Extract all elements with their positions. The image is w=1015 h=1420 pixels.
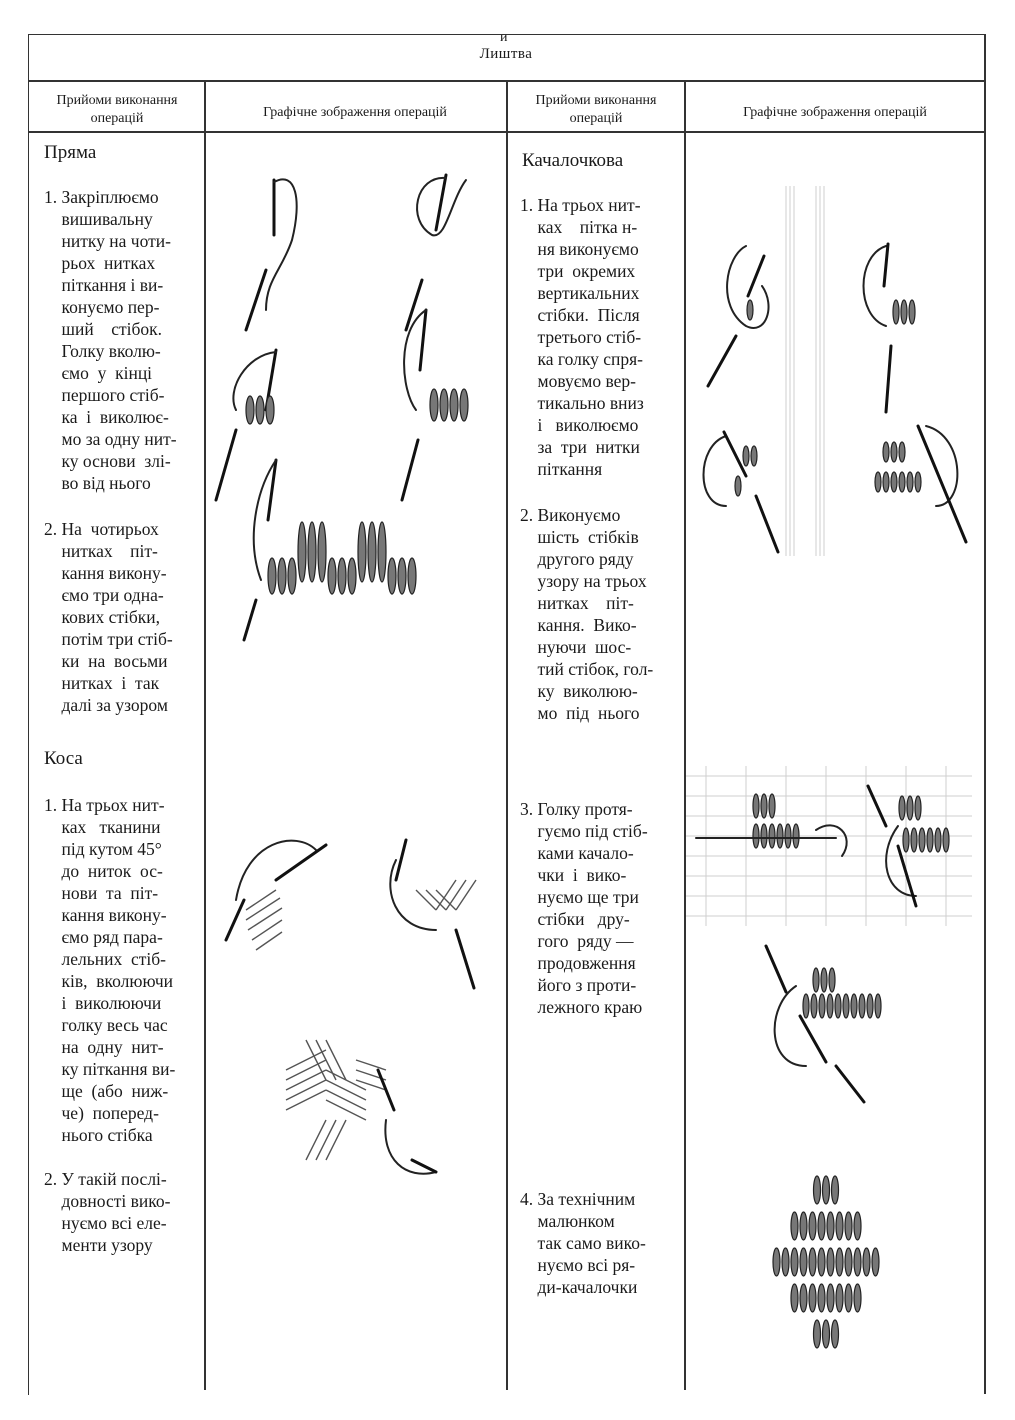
stitch (854, 1284, 861, 1312)
section-title-pryama: Пряма (44, 142, 97, 163)
stitch (809, 1248, 816, 1276)
kachalochkova-illustration-3 (686, 766, 982, 1106)
stitch (791, 1212, 798, 1240)
stitch (827, 1248, 834, 1276)
kosa-step-2: 2. У такій послі- довності вико- нуємо всі еле- менти узору (44, 1169, 171, 1255)
stitch (845, 1248, 852, 1276)
stitch (836, 1248, 843, 1276)
section-title-kachalochkova: Качалочкова (522, 150, 624, 171)
stitch (845, 1284, 852, 1312)
stitch (854, 1248, 861, 1276)
stitch-pattern-icon (875, 426, 966, 542)
stitch (854, 1212, 861, 1240)
header-graphics-left: Графічне зображення операцій (263, 105, 447, 120)
kachalochkova-illustration-4 (686, 1170, 982, 1370)
header-methods-right: Прийоми виконання операцій (535, 93, 657, 126)
stitch (814, 1176, 821, 1204)
top-mark: и (500, 30, 508, 45)
stitch (809, 1284, 816, 1312)
stitch-pattern-icon (244, 460, 416, 640)
stitch (836, 1212, 843, 1240)
stitch (791, 1248, 798, 1276)
stitch (823, 1176, 830, 1204)
kach-step-3: 3. Голку протя- гуємо під стіб- ками качало- чки і вико- нуємо ще три стібки дру- гого ряду — продовження його з проти- лежного краю (520, 799, 648, 1017)
kachalochkova-illustration-1 (686, 186, 982, 566)
stitch-pattern-icon (286, 1040, 436, 1174)
section-title-kosa: Коса (44, 748, 83, 769)
stitch (872, 1248, 879, 1276)
stitch (818, 1284, 825, 1312)
stitch (773, 1248, 780, 1276)
kach-step-1: 1. На трьох нит- ках пітка н- ня виконуємо три окремих вертикальних стібки. Після третього стіб- ка голку спря- мовуємо вер- тикально вниз і виколюємо за три нитки піткання (520, 195, 644, 479)
stitch (827, 1212, 834, 1240)
stitch (836, 1284, 843, 1312)
stitch (791, 1284, 798, 1312)
stitch (818, 1212, 825, 1240)
pryama-step-1: 1. Закріплюємо вишивальну нитку на чоти- рьох нитках піткання і ви- конуємо пер- ший стібок. Голку вколю- ємо у кінці першого стіб- ка і виколює- мо за одну нит- ку основи злі- во від нього (44, 187, 177, 493)
needle-icon (246, 179, 297, 330)
stitch (814, 1320, 821, 1348)
stitch (832, 1176, 839, 1204)
stitch (863, 1248, 870, 1276)
kach-step-4: 4. За технічним малюнком так само вико- нуємо всі ря- ди-качалочки (520, 1189, 646, 1297)
pryama-illustration (206, 160, 502, 650)
header-methods-left: Прийоми виконання операцій (56, 93, 178, 126)
stitch (832, 1320, 839, 1348)
col-divider-2 (506, 80, 508, 1390)
stitch (809, 1212, 816, 1240)
needle-icon (708, 246, 769, 386)
stitch (782, 1248, 789, 1276)
kach-step-2: 2. Виконуємо шість стібків другого ряду узору на трьох нитках піт- кання. Вико- нуючи шос- тий стібок, гол- ку виколюю- мо під нього (520, 505, 654, 723)
right-border (984, 34, 986, 1394)
stitch (845, 1212, 852, 1240)
stitch (827, 1284, 834, 1312)
stitch (818, 1248, 825, 1276)
kosa-illustration (206, 820, 502, 1210)
stitch (800, 1212, 807, 1240)
pryama-step-2: 2. На чотирьох нитках піт- кання викону- ємо три однa- кових стібки, потім три стіб- ки на восьми нитках і так далі за узором (44, 519, 173, 715)
stitch (823, 1320, 830, 1348)
header-graphics-right: Графічне зображення операцій (743, 105, 927, 120)
kosa-step-1: 1. На трьох нит- ках тканини під кутом 45° до ниток ос- нови та піт- кання викону- ємо ряд пара- лельних стіб- ків, вколюючи і виколюючи голку весь час на одну нит- ку піткання ви- ще (або ниж- че) поперед- нього стібка (44, 795, 176, 1145)
stitch-pattern-icon (773, 1176, 879, 1348)
table-title: Лиштва (479, 46, 533, 62)
stitch-pattern-icon (766, 946, 881, 1102)
stitch (800, 1248, 807, 1276)
stitch (800, 1284, 807, 1312)
